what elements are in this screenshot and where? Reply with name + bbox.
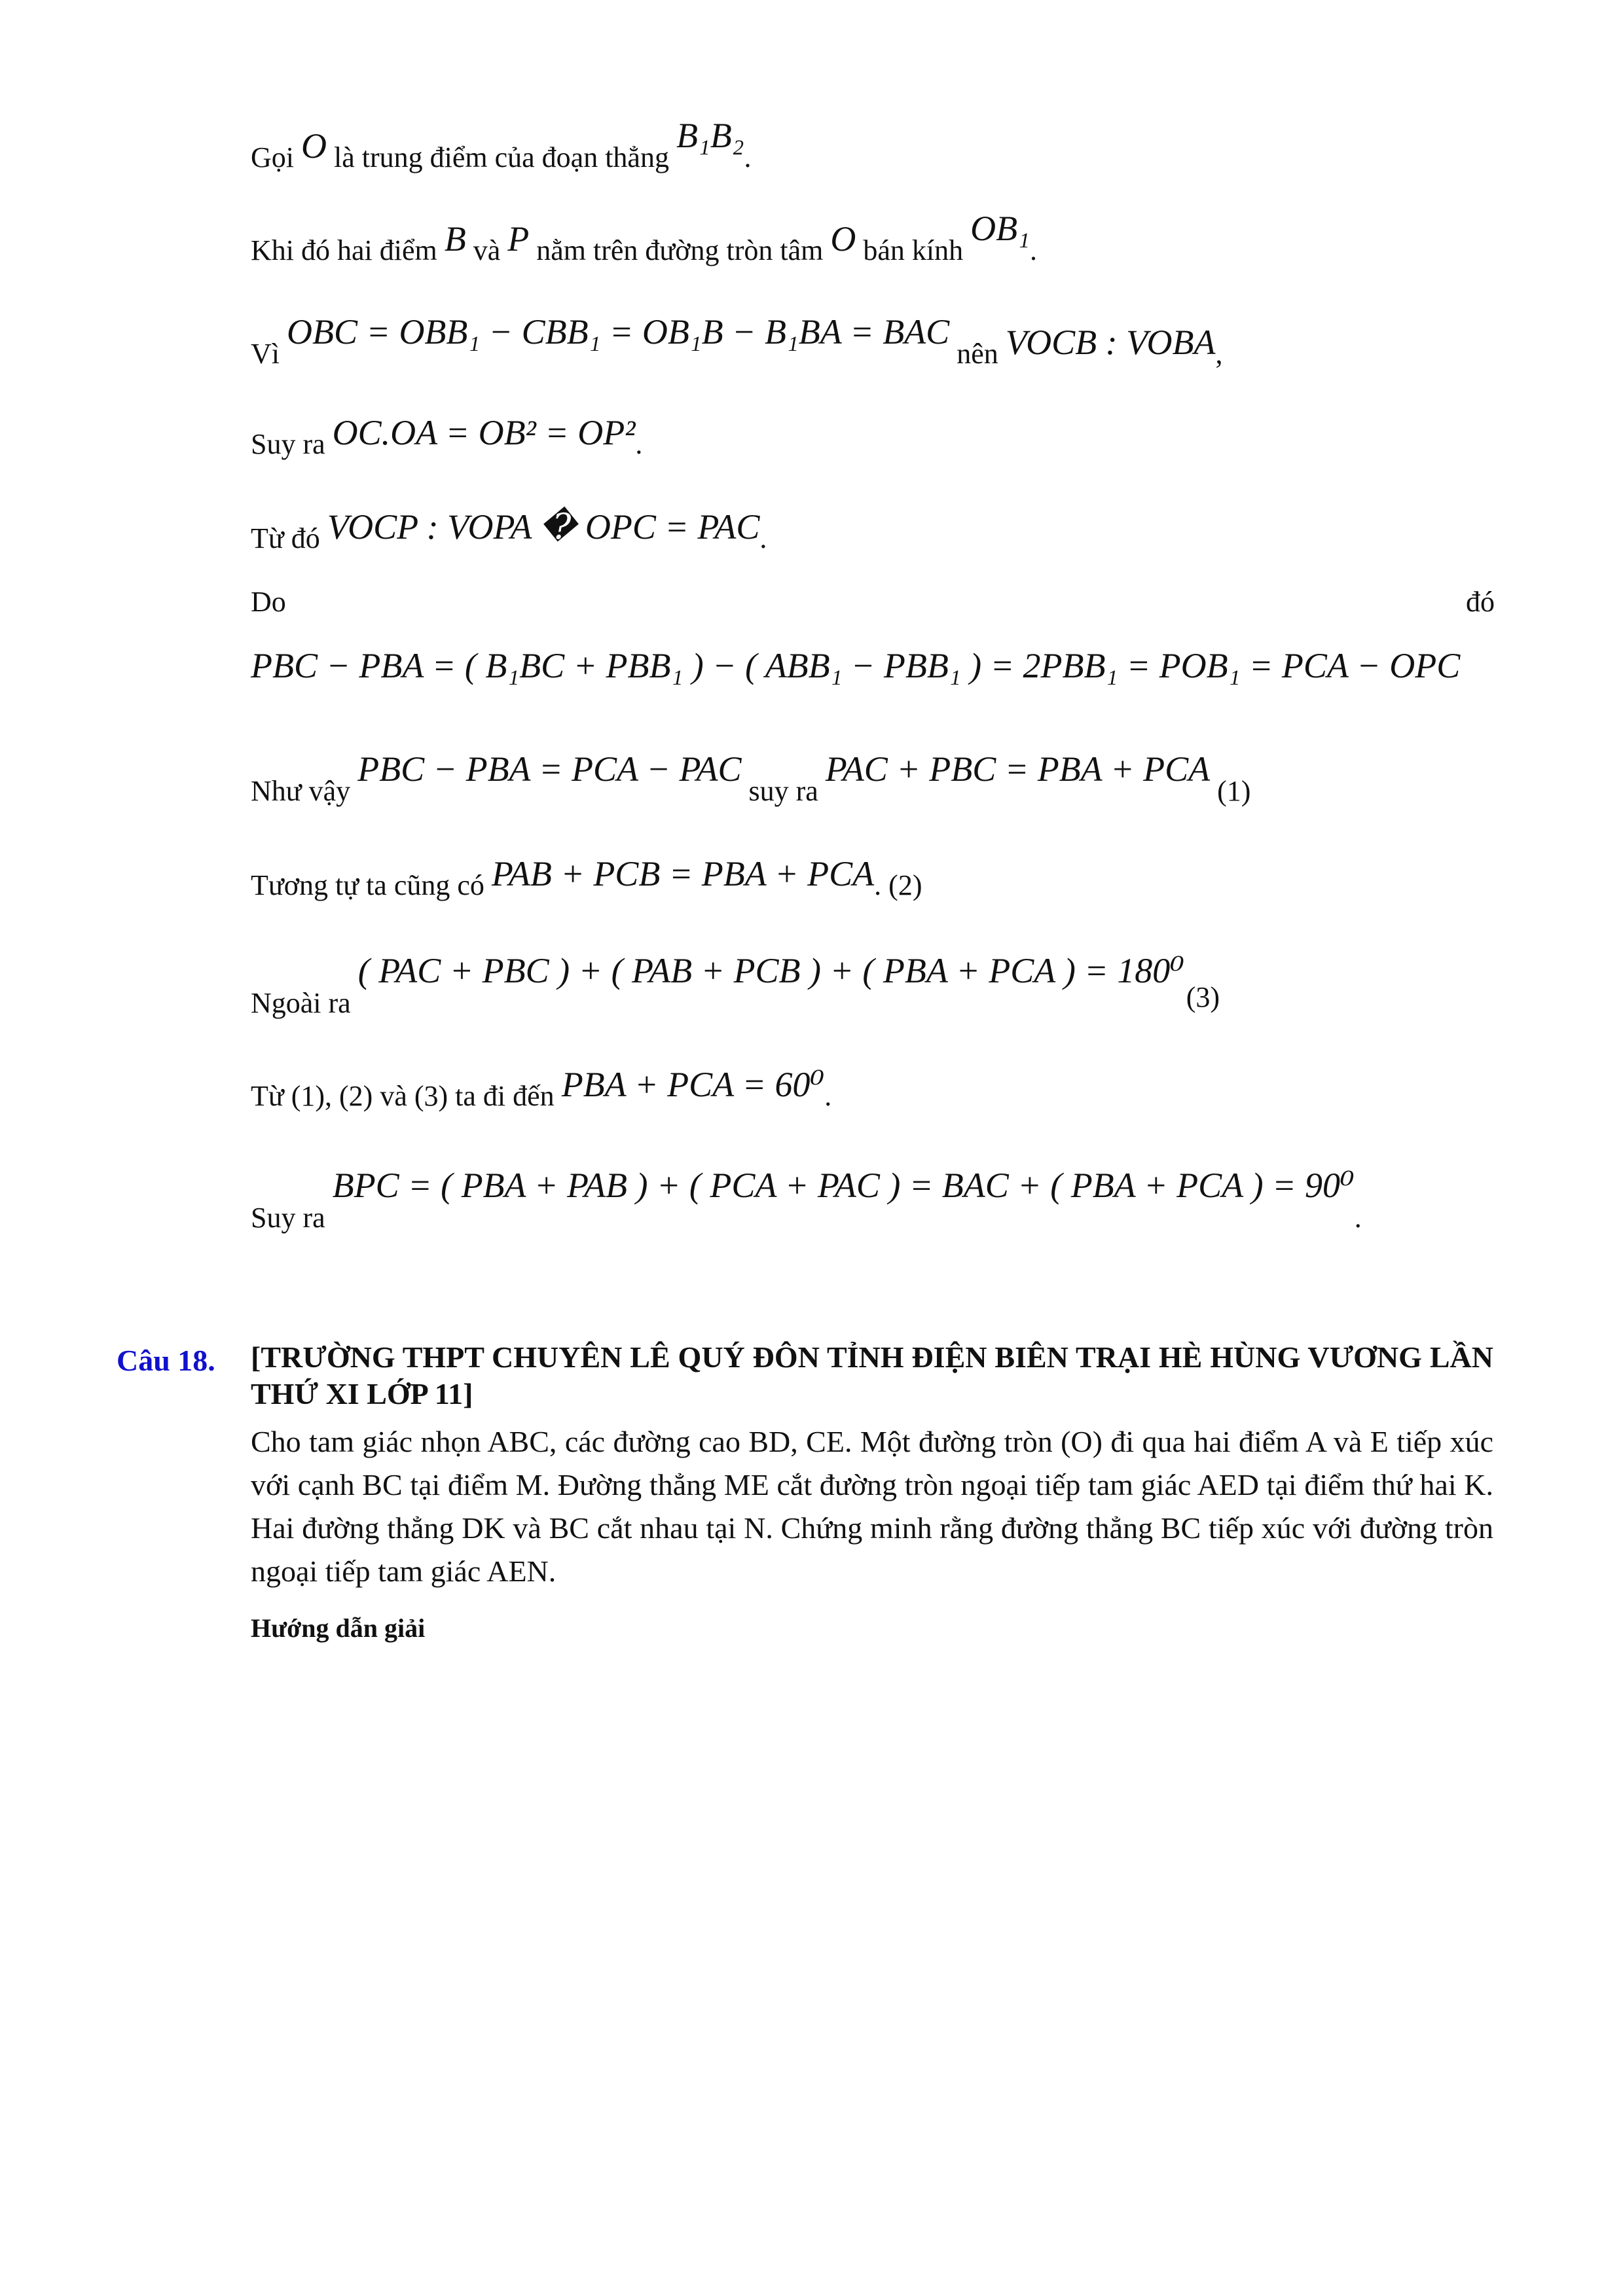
math-expression: PBC − PBA = PCA − PAC [357,749,742,789]
math-expression: OBC = OBB₁ − CBB₁ = OB₁B − B₁BA = BAC [287,312,950,351]
math-expression: P [507,219,530,259]
text-line [251,854,1495,901]
text-line [251,413,1495,460]
math-expression: PAB + PCB = PBA + PCA [491,854,875,893]
question-body: Cho tam giác nhọn ABC, các đường cao BD, CE. Một đường tròn (O) đi qua hai điểm A và E tiếp xúc với cạnh BC tại điểm M. Đường thẳng ME cắt đường tròn ngoại tiếp tam giác AED tại điểm thứ hai K. Hai đường thẳng DK và BC cắt nhau tại N. Chứng minh rằng đường thẳng BC tiếp xúc với đường tròn ngoại tiếp tam giác AEN. [251,1425,1493,1588]
text-line [251,116,1495,173]
question-title: [TRƯỜNG THPT CHUYÊN LÊ QUÝ ĐÔN TỈNH ĐIỆN BIÊN TRẠI HÈ HÙNG VƯƠNG LẦN THỨ XI LỚP 11] [251,1340,1493,1410]
text-line [251,588,1495,617]
text-run: Suy ra [251,1202,325,1234]
text-run: đó [1466,586,1495,618]
text-run: bán kính [863,234,964,266]
punctuation: . [744,141,752,173]
text-line [251,1166,1495,1234]
math-expression: VOCB : VOBA [1005,323,1216,362]
punctuation: , [1215,338,1223,370]
text-run: suy ra [748,775,818,807]
text-run: Gọi [251,141,294,173]
text-run: Ngoài ra [251,987,351,1019]
text-run: và [473,234,501,266]
solution-heading: Hướng dẫn giải [251,1613,426,1643]
text-run: nằm trên đường tròn tâm [536,234,824,266]
punctuation: . [759,522,767,554]
text-line [251,507,1495,554]
text-run: Do [251,586,286,618]
math-line [251,648,1495,683]
math-expression: O [301,126,327,166]
math-expression: OB₁ [970,209,1030,248]
math-expression: PBC − PBA = ( B₁BC + PBB₁ ) − ( ABB₁ − PBB₁ ) = 2PBB₁ = POB₁ = PCA − OPC [251,646,1461,685]
math-expression: OC.OA = OB² = OP² [332,413,636,452]
text-line [251,1065,1495,1112]
text-line [251,312,1495,370]
punctuation: . [824,1080,832,1112]
punctuation: . [1029,234,1037,266]
text-run: Từ đó [251,522,320,554]
text-run: Từ (1), (2) và (3) ta đi đến [251,1080,555,1112]
punctuation: . [1354,1202,1362,1234]
text-line [251,749,1495,807]
math-expression: B₁B₂ [676,116,744,155]
math-expression: ( PAC + PBC ) + ( PAB + PCB ) + ( PBA + PCA ) = 180⁰ [357,951,1184,990]
equation-tag: (1) [1217,775,1251,807]
text-run: Vì [251,338,280,370]
text-run: Suy ra [251,428,325,460]
math-expression: BPC = ( PBA + PAB ) + ( PCA + PAC ) = BAC + ( PBA + PCA ) = 90⁰ [332,1166,1355,1205]
question-number: Câu 18. [117,1344,215,1377]
text-run: Tương tự ta cũng có [251,869,484,901]
text-run: là trung điểm của đoạn thẳng [334,141,669,173]
text-line [251,951,1495,1019]
math-expression: B [444,219,466,259]
math-expression: VOCP : VOPA � OPC = PAC [327,507,760,547]
math-expression: PBA + PCA = 60⁰ [561,1065,825,1104]
math-expression: O [830,219,856,259]
text-run: nên [957,338,998,370]
math-expression: PAC + PBC = PBA + PCA [825,749,1211,789]
text-line [251,209,1495,266]
punctuation: . (2) [874,869,922,901]
text-run: Như vậy [251,775,351,807]
equation-tag: (3) [1186,981,1220,1013]
text-run: Khi đó hai điểm [251,234,437,266]
punctuation: . [635,428,643,460]
